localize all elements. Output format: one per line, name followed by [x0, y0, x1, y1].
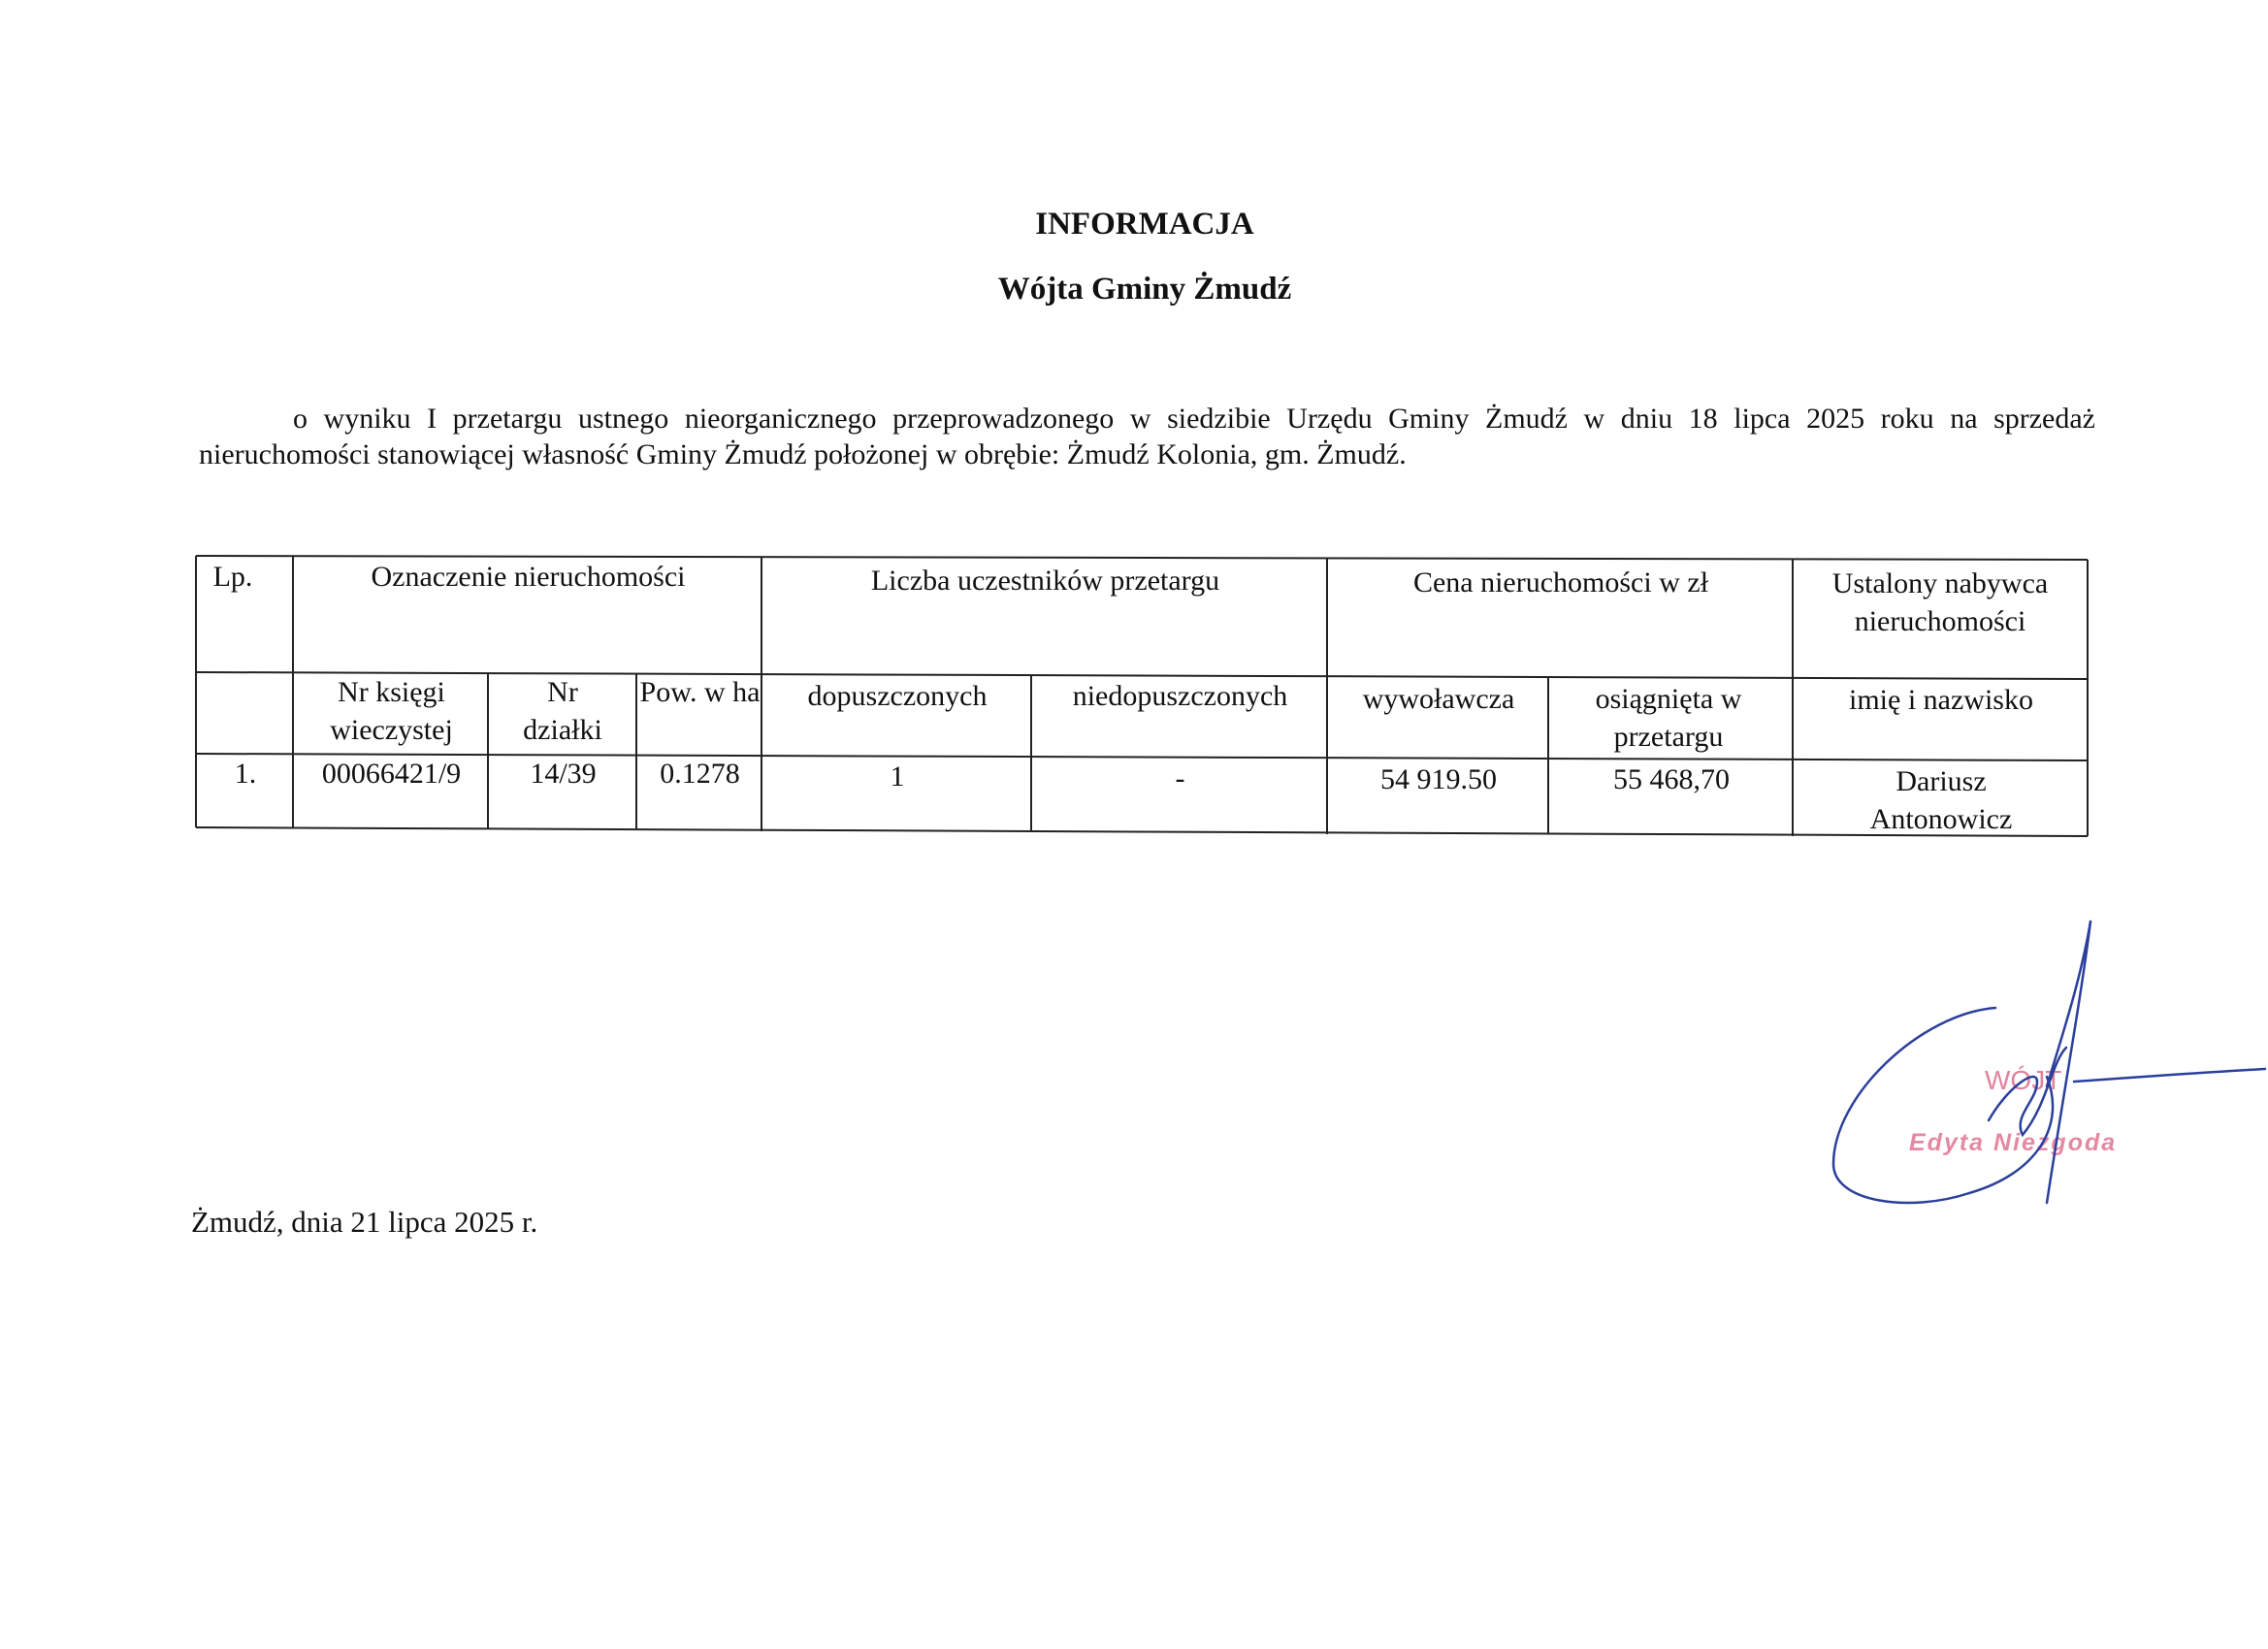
- row-osiagnieta: 55 468,70: [1613, 763, 1730, 795]
- row-dopuszczonych: 1: [890, 760, 905, 792]
- document-subtitle: Wójta Gminy Żmudź: [997, 272, 1292, 307]
- stamp-title: WÓJT: [1985, 1065, 2062, 1095]
- row-nabywca: Dariusz Antonowicz: [1869, 765, 2013, 835]
- document-date: Żmudź, dnia 21 lipca 2025 r.: [191, 1205, 538, 1239]
- row-niedopuszczonych: -: [1175, 762, 1185, 794]
- stamp-text: [1909, 1065, 2117, 1156]
- subheader-niedopuszczonych: niedopuszczonych: [1072, 680, 1288, 712]
- header-cena: Cena nieruchomości w zł: [1412, 566, 1709, 598]
- document-title: INFORMACJA: [1035, 207, 1254, 242]
- stamp-name: Edyta Niezgoda: [1909, 1129, 2118, 1156]
- subheader-pow: Pow. w ha: [639, 676, 761, 708]
- row-wywolawcza: 54 919.50: [1380, 763, 1497, 795]
- subheader-osiagnieta: osiągnięta w przetargu: [1595, 683, 1742, 753]
- row-pow: 0.1278: [660, 758, 740, 790]
- subheader-wywolawcza: wywoławcza: [1362, 683, 1515, 715]
- row-kw: 00066421/9: [321, 758, 462, 790]
- intro-paragraph: o wyniku I przetargu ustnego nieorganicznego przeprowadzonego w siedzibie Urzędu Gminy Żmudź w dniu 18 lipca 2025 roku na sprzedaż nieruchomości stanowiącej własność Gminy Żmudź położonej w obrębie: Żmudź Kolonia, gm. Żmudź.: [199, 403, 2095, 470]
- row-dzialka: 14/39: [530, 758, 597, 790]
- header-lp: Lp.: [212, 561, 253, 593]
- header-oznaczenie: Oznaczenie nieruchomości: [371, 561, 686, 593]
- header-nabywca: Ustalony nabywca nieruchomości: [1831, 567, 2049, 637]
- subheader-imie-nazwisko: imię i nazwisko: [1849, 684, 2033, 716]
- subheader-dzialka: Nr działki: [523, 676, 602, 746]
- subheader-kw: Nr księgi wieczystej: [330, 676, 453, 746]
- handwritten-signature: [1833, 922, 2265, 1203]
- row-lp: 1.: [234, 758, 257, 790]
- signature-stamp: [1814, 912, 2268, 1222]
- subheader-dopuszczonych: dopuszczonych: [807, 680, 988, 712]
- header-liczba-uczestnikow: Liczba uczestników przetargu: [870, 565, 1220, 597]
